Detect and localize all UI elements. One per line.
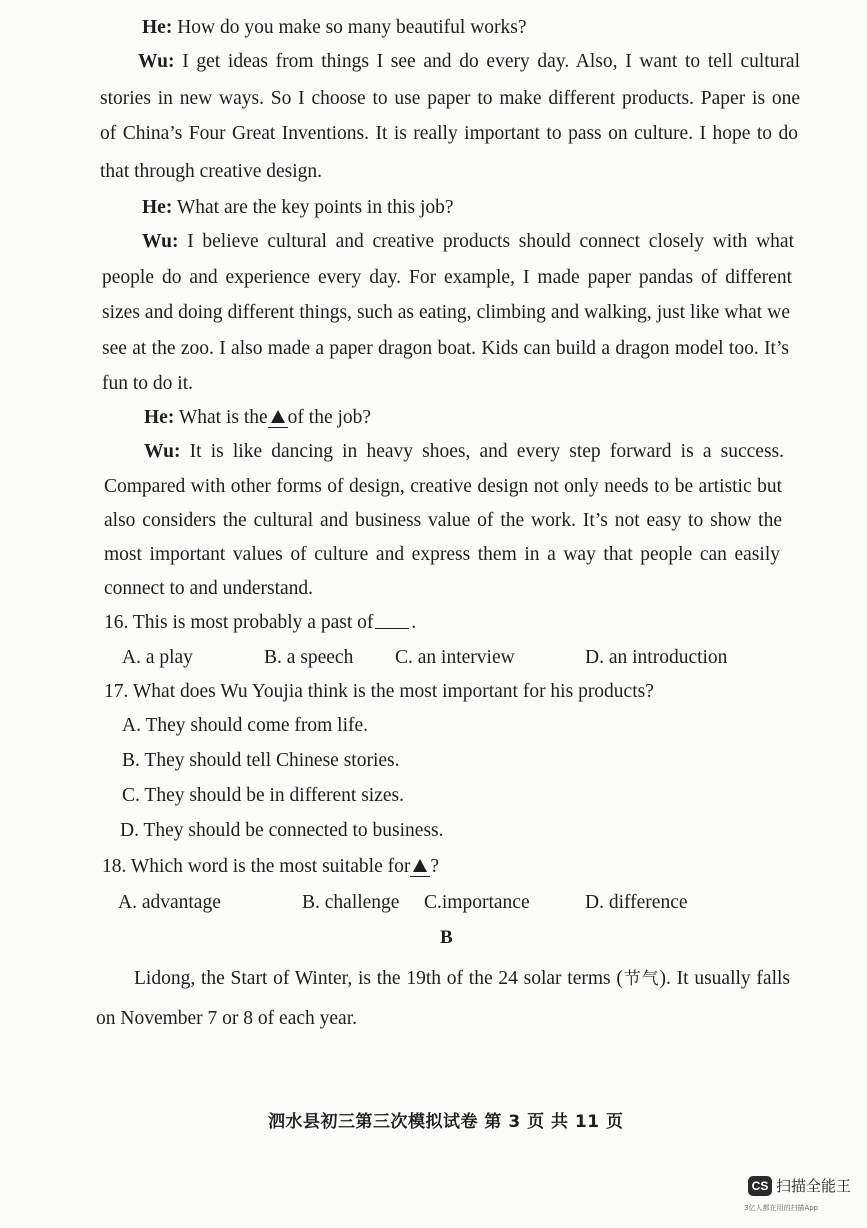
question-text: ? [430,856,439,877]
question-16-option-b: B. a speech [264,647,354,668]
question-16-stem [104,610,416,636]
question-17-option-b: B. They should tell Chinese stories. [122,750,400,771]
dialogue-line [142,229,794,255]
dialogue-line: fun to do it. [102,373,193,394]
question-text: . [411,612,417,633]
question-16-option-c: C. an interview [395,647,515,668]
dialogue-line [142,195,454,221]
dialogue-line: also considers the cultural and business value of the work. It’s not easy to show the [104,510,782,531]
speaker-label: Wu: [144,441,181,462]
dialogue-line: most important values of culture and express them in a way that people can easily [104,544,780,565]
dialogue-text: of the job? [287,407,372,428]
question-17-option-d: D. They should be connected to business. [120,820,444,841]
dialogue-line [144,439,784,465]
dialogue-line: of China’s Four Great Inventions. It is really important to pass on culture. I hope to do [100,123,798,144]
triangle-icon [413,859,427,872]
section-heading: B [440,927,453,948]
dialogue-line: stories in new ways. So I choose to use paper to make different products. Paper is one [100,88,800,109]
speaker-label: He: [142,17,173,38]
dialogue-line: Compared with other forms of design, creative design not only needs to be artistic but [104,476,782,497]
dialogue-line: that through creative design. [100,161,323,182]
dialogue-text: I believe cultural and creative products should connect closely with what [187,231,794,252]
footer-text: 泗水县初三第三次模拟试卷 第 3 页 共 11 页 [268,1112,624,1132]
question-17-option-c: C. They should be in different sizes. [122,785,404,806]
question-text: 16. This is most probably a past of [104,612,374,633]
question-16-option-a: A. a play [122,647,193,668]
scanner-tagline: 3亿人都在用的扫描App [744,1204,819,1212]
dialogue-text: It is like dancing in heavy shoes, and every step forward is a success. [189,441,784,462]
answer-blank [375,612,409,629]
dialogue-line [138,49,800,75]
speaker-label: He: [142,197,173,218]
dialogue-line [144,405,371,431]
page-footer [268,1107,624,1132]
question-18-option-a: A. advantage [118,892,221,913]
dialogue-line: connect to and understand. [104,578,314,599]
passage-line [134,966,790,992]
answer-blank [268,409,288,428]
dialogue-text: I get ideas from things I see and do every day. Also, I want to tell cultural [182,51,801,72]
passage-text: 节气 [622,969,660,989]
speaker-label: Wu: [138,51,175,72]
question-16-option-d: D. an introduction [585,647,728,668]
answer-blank [410,858,430,877]
dialogue-text: What is the [178,407,268,428]
speaker-label: He: [144,407,175,428]
question-18-option-d: D. difference [585,892,688,913]
speaker-label: Wu: [142,231,179,252]
dialogue-text: What are the key points in this job? [176,197,454,218]
dialogue-line: sizes and doing different things, such as eating, climbing and walking, just like what we [102,302,790,323]
dialogue-line: see at the zoo. I also made a paper dragon boat. Kids can build a dragon model too. It’s [102,338,789,359]
triangle-icon [271,410,285,423]
question-17-option-a: A. They should come from life. [122,715,369,736]
question-17-stem: 17. What does Wu Youjia think is the most important for his products? [104,681,654,702]
passage-text: ). It usually falls [659,968,790,989]
question-18-option-c: C.importance [424,892,530,913]
dialogue-line: people do and experience every day. For example, I made paper pandas of different [102,267,792,288]
question-18-option-b: B. challenge [302,892,400,913]
passage-line: on November 7 or 8 of each year. [96,1008,357,1029]
question-text: 18. Which word is the most suitable for [102,856,411,877]
scanner-logo-icon: CS [748,1176,772,1196]
passage-text: Lidong, the Start of Winter, is the 19th of the 24 solar terms ( [134,968,623,989]
dialogue-text: How do you make so many beautiful works? [177,17,527,38]
dialogue-line [142,15,527,41]
scanner-app-name: 扫描全能王 [776,1177,852,1195]
question-18-stem [102,854,439,880]
